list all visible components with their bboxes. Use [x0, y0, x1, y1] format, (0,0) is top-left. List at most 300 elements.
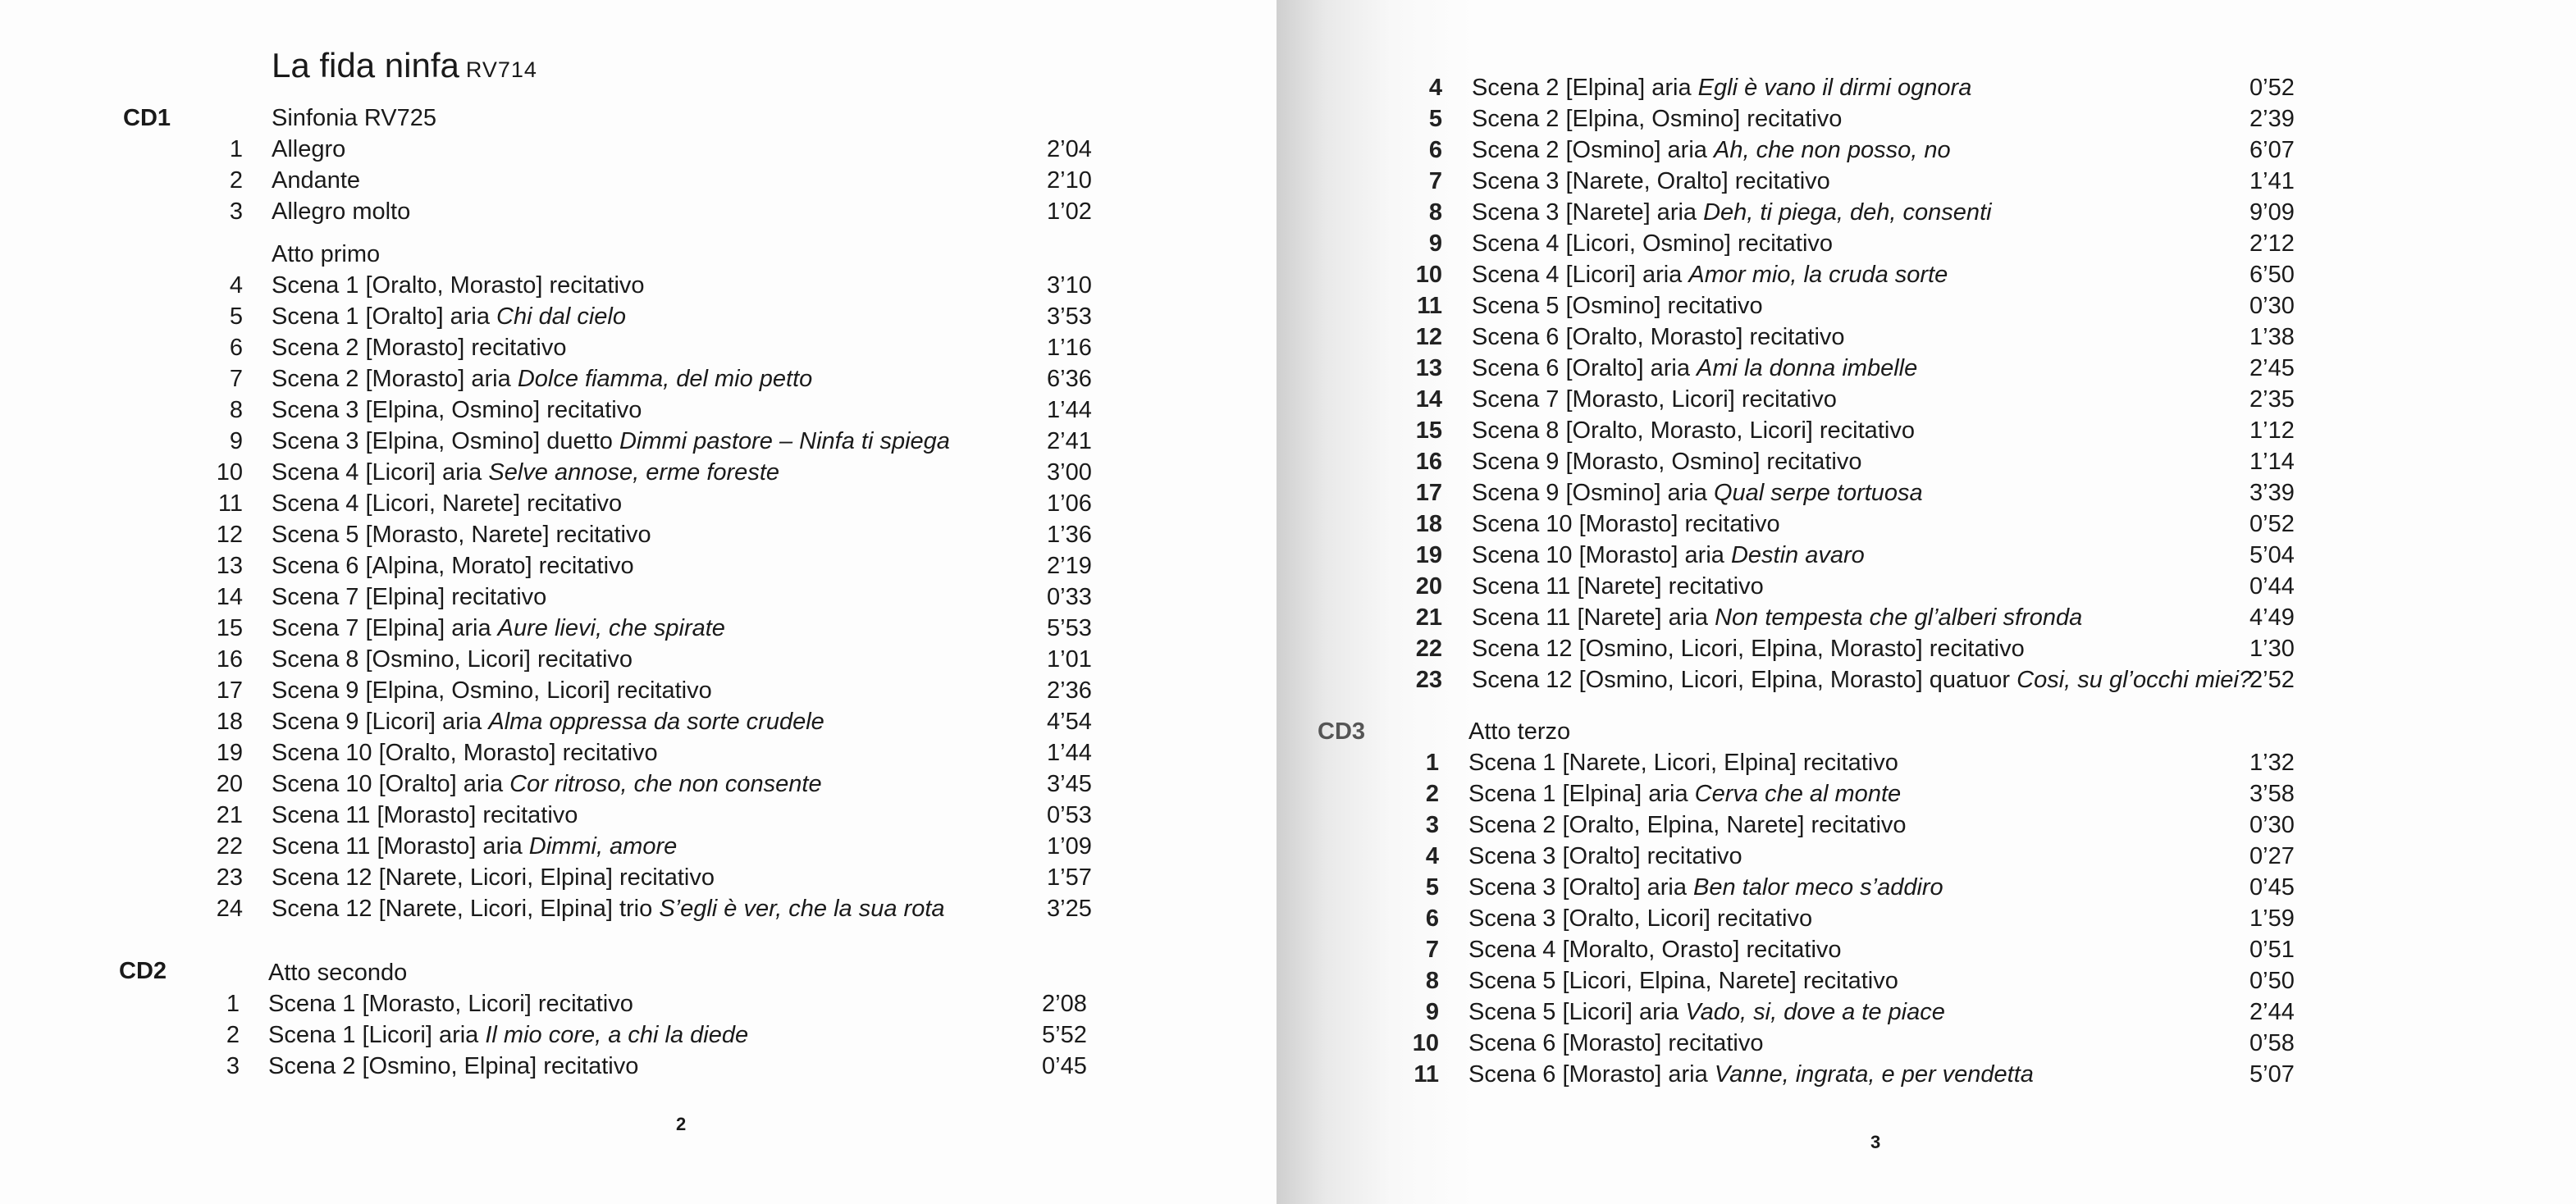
track-aria-title: Aure lievi, che spirate [497, 615, 725, 641]
track-description [1468, 872, 1943, 903]
track-description [1472, 259, 1948, 290]
track-aria-title: Selve annose, erme foreste [488, 459, 780, 486]
cd3-label: CD3 [1318, 718, 1366, 745]
track-number: 8 [229, 397, 243, 423]
track-scene: Scena 5 [Osmino] recitativo [1472, 293, 1763, 319]
track-duration: 0’58 [2249, 1030, 2295, 1056]
track-number: 19 [1415, 542, 1442, 568]
track-description [268, 988, 633, 1019]
track-description [268, 1051, 638, 1082]
track-duration: 3’25 [1047, 896, 1092, 922]
track-scene: Scena 6 [Alpina, Morato] recitativo [272, 553, 634, 579]
track-scene: Scena 3 [Oralto] recitativo [1468, 843, 1742, 869]
track-aria-title: Ami la donna imbelle [1697, 355, 1918, 381]
track-description [272, 581, 546, 613]
track-duration: 1’36 [1047, 522, 1092, 548]
track-number: 11 [217, 490, 243, 517]
track-row [1277, 841, 2576, 872]
track-description [272, 301, 626, 332]
track-row [1277, 228, 2576, 259]
track-description [1472, 602, 2082, 633]
track-aria-title: Egli è vano il dirmi ognora [1697, 75, 1972, 101]
track-list [1277, 72, 2576, 695]
track-row [0, 644, 1277, 675]
track-scene: Scena 2 [Morasto] recitativo [272, 335, 567, 361]
track-duration: 6’36 [1047, 366, 1092, 392]
track-number: 7 [1425, 937, 1439, 963]
track-duration: 1’12 [2249, 417, 2295, 444]
track-duration: 6’07 [2249, 137, 2295, 163]
track-row [1277, 996, 2576, 1028]
track-row [1277, 1028, 2576, 1059]
track-row [1277, 778, 2576, 810]
track-duration: 5’52 [1042, 1022, 1087, 1048]
track-row [1277, 259, 2576, 290]
track-duration: 1’16 [1047, 335, 1092, 361]
track-description [1472, 290, 1763, 322]
track-row [0, 737, 1277, 768]
track-duration: 4’49 [2249, 604, 2295, 631]
track-description [272, 862, 715, 893]
track-number: 3 [229, 198, 243, 225]
track-scene: Scena 9 [Morasto, Osmino] recitativo [1472, 449, 1862, 475]
track-description [272, 363, 812, 394]
track-number: 16 [216, 646, 243, 673]
track-row [0, 1051, 1277, 1082]
track-duration: 3’45 [1047, 771, 1092, 797]
track-duration: 2’39 [2249, 106, 2295, 132]
track-duration: 3’53 [1047, 303, 1092, 330]
track-number: 10 [1415, 262, 1442, 288]
track-aria-title: Ben talor meco s’addiro [1693, 874, 1943, 901]
track-number: 6 [1428, 137, 1442, 163]
page-number: 2 [676, 1114, 687, 1134]
track-description [1472, 571, 1764, 602]
track-number: 13 [216, 553, 243, 579]
track-duration: 1’38 [2249, 324, 2295, 350]
track-row [1277, 903, 2576, 934]
track-number: 10 [216, 459, 243, 486]
track-scene: Scena 10 [Oralto] aria [272, 771, 510, 797]
track-number: 11 [1414, 1061, 1439, 1088]
track-duration: 2’36 [1047, 677, 1092, 704]
track-number: 14 [1415, 386, 1442, 413]
track-duration: 1’06 [1047, 490, 1092, 517]
track-description [1468, 996, 1945, 1028]
track-description [1468, 965, 1898, 996]
track-duration: 2’52 [2249, 667, 2295, 693]
track-duration: 1’44 [1047, 397, 1092, 423]
track-row [0, 270, 1277, 301]
track-list [0, 270, 1277, 924]
track-row [1277, 135, 2576, 166]
track-aria-title: Dimmi, amore [528, 833, 678, 860]
track-row [1277, 602, 2576, 633]
track-description [1468, 778, 1901, 810]
track-description [272, 550, 634, 581]
track-row [0, 165, 1277, 196]
track-duration: 2’35 [2249, 386, 2295, 413]
track-number: 23 [216, 864, 243, 891]
track-description [272, 675, 712, 706]
track-number: 17 [1415, 480, 1442, 506]
track-duration: 2’41 [1047, 428, 1092, 454]
track-number: 18 [216, 709, 243, 735]
track-description [272, 800, 578, 831]
track-scene: Scena 2 [Elpina] aria [1472, 75, 1698, 101]
track-scene: Scena 2 [Oralto, Elpina, Narete] recitativo [1468, 812, 1907, 838]
track-scene: Scena 9 [Osmino] aria [1472, 480, 1714, 506]
track-row [0, 550, 1277, 581]
track-aria-title: Destin avaro [1730, 542, 1865, 568]
track-description [272, 270, 645, 301]
track-scene: Scena 9 [Licori] aria [272, 709, 489, 735]
track-description [1468, 934, 1842, 965]
track-description [272, 426, 950, 457]
track-duration: 1’14 [2249, 449, 2295, 475]
track-number: 6 [229, 335, 243, 361]
cd2-label: CD2 [119, 958, 167, 984]
track-scene: Scena 1 [Elpina] aria [1468, 781, 1695, 807]
track-number: 3 [1425, 812, 1439, 838]
track-duration: 1’41 [2249, 168, 2295, 194]
track-description [1472, 72, 1971, 103]
track-duration: 3’10 [1047, 272, 1092, 299]
track-description [1472, 477, 1923, 509]
act-heading: Atto terzo [1468, 718, 1571, 745]
track-aria-title: Ah, che non posso, no [1713, 137, 1951, 163]
track-description [272, 706, 824, 737]
track-description [1472, 633, 2025, 664]
track-aria-title: Dimmi pastore – Ninfa ti spiega [619, 428, 950, 454]
track-scene: Scena 6 [Morasto] recitativo [1468, 1030, 1764, 1056]
track-number: 2 [229, 167, 243, 194]
track-number: 5 [1425, 874, 1439, 901]
track-duration: 0’51 [2249, 937, 2295, 963]
track-number: 19 [216, 740, 243, 766]
track-description [1472, 166, 1830, 197]
track-duration: 1’02 [1047, 198, 1092, 225]
track-number: 18 [1415, 511, 1442, 537]
track-number: 20 [216, 771, 243, 797]
track-duration: 3’00 [1047, 459, 1092, 486]
track-scene: Scena 1 [Narete, Licori, Elpina] recitativo [1468, 750, 1898, 776]
track-number: 9 [229, 428, 243, 454]
track-row [1277, 477, 2576, 509]
track-number: 1 [1425, 750, 1439, 776]
track-scene: Scena 7 [Elpina] aria [272, 615, 498, 641]
track-aria-title: Non tempesta che gl’alberi sfronda [1715, 604, 2083, 631]
track-number: 15 [216, 615, 243, 641]
track-description [272, 768, 822, 800]
track-description [272, 394, 642, 426]
track-scene: Scena 6 [Morasto] aria [1468, 1061, 1715, 1088]
track-description [1472, 322, 1845, 353]
track-scene: Scena 2 [Morasto] aria [272, 366, 518, 392]
track-description [272, 613, 725, 644]
track-number: 24 [216, 896, 243, 922]
track-duration: 1’59 [2249, 905, 2295, 932]
track-description [272, 519, 651, 550]
track-row [1277, 540, 2576, 571]
track-number: 1 [226, 991, 240, 1017]
track-scene: Scena 4 [Licori, Osmino] recitativo [1472, 230, 1834, 257]
track-row [0, 301, 1277, 332]
track-number: 11 [1417, 293, 1442, 319]
track-number: 12 [1415, 324, 1442, 350]
track-row [0, 488, 1277, 519]
track-scene: Scena 11 [Narete] aria [1472, 604, 1715, 631]
track-description [1468, 1059, 2034, 1090]
track-number: 22 [1415, 636, 1442, 662]
track-description [272, 893, 945, 924]
track-description [1472, 228, 1833, 259]
track-scene: Scena 11 [Narete] recitativo [1472, 573, 1764, 600]
track-number: 21 [1415, 604, 1442, 631]
track-number: 7 [1428, 168, 1442, 194]
track-duration: 0’44 [2249, 573, 2295, 600]
track-row [0, 332, 1277, 363]
track-duration: 2’12 [2249, 230, 2295, 257]
track-row [1277, 72, 2576, 103]
track-scene: Scena 11 [Morasto] recitativo [272, 802, 578, 828]
track-row [1277, 965, 2576, 996]
track-description [272, 737, 658, 768]
track-description [1468, 903, 1812, 934]
track-number: 12 [216, 522, 243, 548]
track-description [272, 831, 677, 862]
track-description [272, 332, 566, 363]
track-duration: 1’01 [1047, 646, 1092, 673]
track-row [1277, 103, 2576, 135]
track-row [0, 134, 1277, 165]
track-scene: Scena 6 [Oralto] aria [1472, 355, 1697, 381]
track-row [1277, 810, 2576, 841]
track-scene: Scena 7 [Morasto, Licori] recitativo [1472, 386, 1837, 413]
track-scene: Scena 8 [Oralto, Morasto, Licori] recitativo [1472, 417, 1915, 444]
track-row [1277, 197, 2576, 228]
track-number: 14 [216, 584, 243, 610]
track-duration: 0’30 [2249, 812, 2295, 838]
track-description [1472, 540, 1865, 571]
track-scene: Scena 7 [Elpina] recitativo [272, 584, 547, 610]
track-description [1468, 841, 1742, 872]
track-duration: 2’44 [2249, 999, 2295, 1025]
track-number: 20 [1415, 573, 1442, 600]
track-duration: 2’45 [2249, 355, 2295, 381]
track-duration: 0’30 [2249, 293, 2295, 319]
track-number: 8 [1425, 968, 1439, 994]
track-number: 16 [1415, 449, 1442, 475]
track-duration: 2’19 [1047, 553, 1092, 579]
track-duration: 1’57 [1047, 864, 1092, 891]
track-description [1472, 353, 1917, 384]
track-scene: Scena 4 [Licori] aria [1472, 262, 1689, 288]
track-scene: Scena 9 [Elpina, Osmino, Licori] recitativo [272, 677, 712, 704]
track-scene: Scena 5 [Morasto, Narete] recitativo [272, 522, 651, 548]
track-row [1277, 664, 2576, 695]
track-description [272, 196, 410, 227]
track-row [0, 426, 1277, 457]
track-description [272, 457, 779, 488]
track-duration: 1’30 [2249, 636, 2295, 662]
track-number: 15 [1415, 417, 1442, 444]
track-duration: 0’33 [1047, 584, 1092, 610]
track-description [1472, 197, 1992, 228]
track-number: 5 [1428, 106, 1442, 132]
track-scene: Scena 12 [Osmino, Licori, Elpina, Morasto] recitativo [1472, 636, 2025, 662]
track-description [268, 1019, 748, 1051]
track-description [272, 134, 345, 165]
track-scene: Scena 5 [Licori] aria [1468, 999, 1686, 1025]
track-row [1277, 166, 2576, 197]
track-row [1277, 322, 2576, 353]
track-aria-title: Amor mio, la cruda sorte [1688, 262, 1948, 288]
track-scene: Scena 12 [Narete, Licori, Elpina] recitativo [272, 864, 715, 891]
track-list [0, 134, 1277, 227]
right-page [1277, 0, 2576, 1204]
track-number: 22 [216, 833, 243, 860]
track-aria-title: Vanne, ingrata, e per vendetta [1714, 1061, 2034, 1088]
track-row [1277, 353, 2576, 384]
track-description [1472, 415, 1915, 446]
track-scene: Scena 1 [Licori] aria [268, 1022, 486, 1048]
track-description [1472, 446, 1861, 477]
track-row [0, 988, 1277, 1019]
track-scene: Scena 12 [Narete, Licori, Elpina] trio [272, 896, 660, 922]
cd1-label: CD1 [123, 105, 171, 131]
track-number: 4 [1425, 843, 1439, 869]
track-scene: Allegro [272, 136, 346, 162]
track-description [1472, 664, 2252, 695]
track-duration: 0’45 [2249, 874, 2295, 901]
track-number: 9 [1428, 230, 1442, 257]
track-duration: 0’53 [1047, 802, 1092, 828]
track-scene: Scena 3 [Elpina, Osmino] recitativo [272, 397, 642, 423]
track-row [1277, 384, 2576, 415]
track-row [0, 800, 1277, 831]
track-row [0, 862, 1277, 893]
track-list [1277, 747, 2576, 1090]
track-number: 9 [1425, 999, 1439, 1025]
track-aria-title: Qual serpe tortuosa [1713, 480, 1923, 506]
track-row [1277, 872, 2576, 903]
page-number: 3 [1870, 1132, 1881, 1152]
catalog-number: RV714 [465, 57, 537, 82]
track-scene: Scena 1 [Morasto, Licori] recitativo [268, 991, 633, 1017]
track-number: 8 [1428, 199, 1442, 226]
track-scene: Andante [272, 167, 361, 194]
track-description [1468, 810, 1907, 841]
track-row [1277, 290, 2576, 322]
track-row [1277, 509, 2576, 540]
track-aria-title: S’egli è ver, che la sua rota [659, 896, 945, 922]
track-scene: Scena 2 [Osmino, Elpina] recitativo [268, 1053, 639, 1079]
track-row [1277, 1059, 2576, 1090]
track-scene: Scena 3 [Elpina, Osmino] duetto [272, 428, 619, 454]
track-description [272, 644, 633, 675]
track-scene: Scena 8 [Osmino, Licori] recitativo [272, 646, 633, 673]
track-number: 7 [229, 366, 243, 392]
act-heading: Atto secondo [268, 960, 408, 986]
track-number: 10 [1412, 1030, 1439, 1056]
track-scene: Scena 10 [Morasto] aria [1472, 542, 1731, 568]
track-description [1472, 384, 1837, 415]
track-duration: 5’53 [1047, 615, 1092, 641]
track-scene: Scena 3 [Oralto] aria [1468, 874, 1694, 901]
track-aria-title: Chi dal cielo [496, 303, 627, 330]
track-row [0, 581, 1277, 613]
track-aria-title: Cor ritroso, che non consente [509, 771, 822, 797]
track-number: 1 [229, 136, 243, 162]
track-scene: Scena 2 [Osmino] aria [1472, 137, 1714, 163]
track-row [0, 1019, 1277, 1051]
track-number: 5 [229, 303, 243, 330]
track-scene: Scena 4 [Licori] aria [272, 459, 489, 486]
track-row [0, 613, 1277, 644]
track-duration: 0’52 [2249, 511, 2295, 537]
track-duration: 6’50 [2249, 262, 2295, 288]
track-aria-title: Cosi, su gl’occhi miei? [2016, 667, 2253, 693]
track-scene: Allegro molto [272, 198, 411, 225]
track-number: 3 [226, 1053, 240, 1079]
track-description [1472, 103, 1842, 135]
track-row [1277, 446, 2576, 477]
track-number: 4 [1428, 75, 1442, 101]
left-page [0, 0, 1277, 1204]
track-duration: 1’09 [1047, 833, 1092, 860]
track-duration: 3’39 [2249, 480, 2295, 506]
track-description [1468, 1028, 1763, 1059]
track-scene: Scena 1 [Oralto] aria [272, 303, 497, 330]
track-row [0, 675, 1277, 706]
track-row [0, 196, 1277, 227]
sinfonia-heading: Sinfonia RV725 [272, 105, 437, 131]
track-row [0, 768, 1277, 800]
track-row [1277, 934, 2576, 965]
track-aria-title: Deh, ti piega, deh, consenti [1703, 199, 1992, 226]
track-scene: Scena 10 [Morasto] recitativo [1472, 511, 1780, 537]
track-scene: Scena 5 [Licori, Elpina, Narete] recitativo [1468, 968, 1898, 994]
track-number: 2 [1425, 781, 1439, 807]
track-duration: 0’52 [2249, 75, 2295, 101]
track-duration: 5’07 [2249, 1061, 2295, 1088]
track-duration: 1’44 [1047, 740, 1092, 766]
track-number: 2 [226, 1022, 240, 1048]
track-duration: 2’04 [1047, 136, 1092, 162]
act-heading: Atto primo [272, 241, 381, 267]
track-aria-title: Cerva che al monte [1694, 781, 1902, 807]
track-duration: 9’09 [2249, 199, 2295, 226]
track-number: 17 [216, 677, 243, 704]
track-row [0, 363, 1277, 394]
track-number: 4 [229, 272, 243, 299]
track-number: 13 [1415, 355, 1442, 381]
track-scene: Scena 12 [Osmino, Licori, Elpina, Morasto] quatuor [1472, 667, 2017, 693]
track-duration: 0’27 [2249, 843, 2295, 869]
track-row [1277, 415, 2576, 446]
track-duration: 4’54 [1047, 709, 1092, 735]
track-row [0, 394, 1277, 426]
track-description [1472, 135, 1951, 166]
track-number: 21 [216, 802, 243, 828]
track-number: 6 [1425, 905, 1439, 932]
track-row [1277, 747, 2576, 778]
track-scene: Scena 10 [Oralto, Morasto] recitativo [272, 740, 658, 766]
track-scene: Scena 4 [Licori, Narete] recitativo [272, 490, 623, 517]
track-row [1277, 633, 2576, 664]
track-row [0, 706, 1277, 737]
